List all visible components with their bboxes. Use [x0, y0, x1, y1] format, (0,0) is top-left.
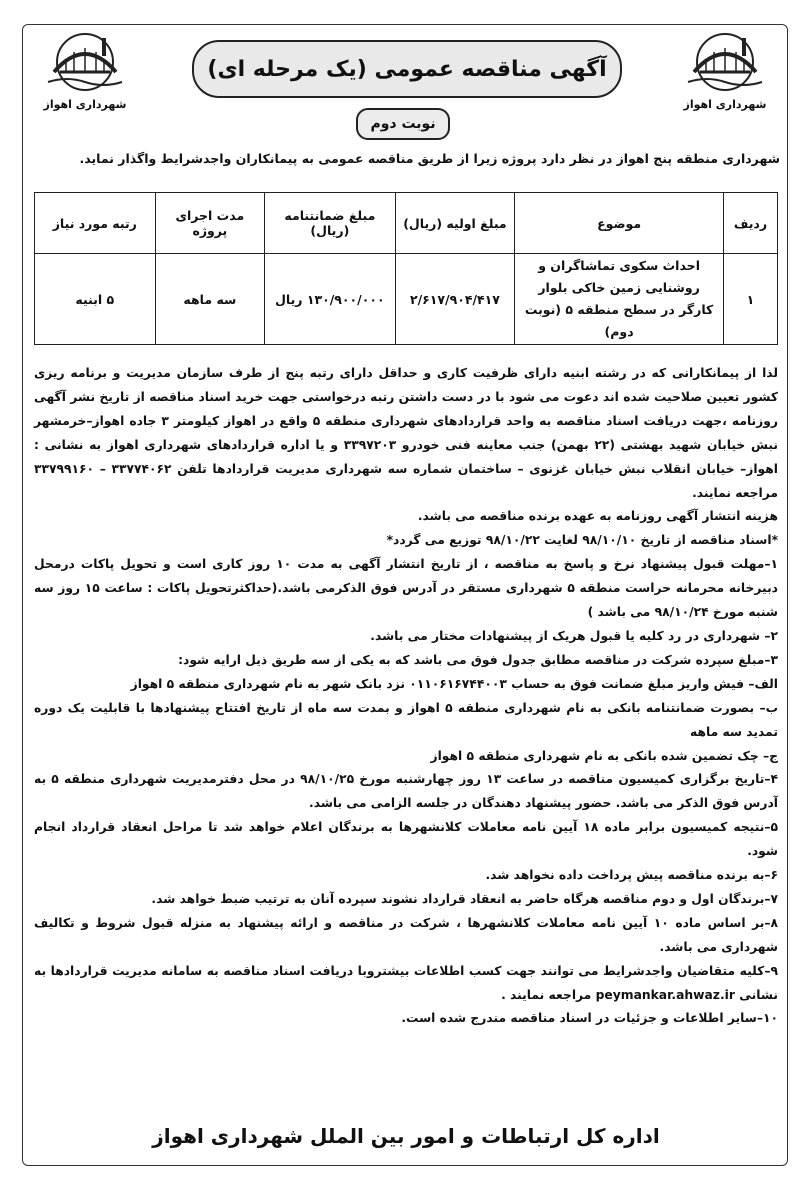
logo-right	[680, 32, 770, 116]
table-header-row	[35, 193, 778, 254]
header-cell: مبلغ اولیه (ریال)	[395, 193, 515, 254]
list-item: ۲– شهرداری در رد کلیه یا قبول هریک از پیشنهادات مختار می باشد.	[370, 628, 778, 643]
list-item: ۸–بر اساس ماده ۱۰ آیین نامه معاملات کلانشهرها ، شرکت در مناقصه و ارائه پیشنهاد به منزله قبول شروط و تکالیف شهرداری می باشد.	[34, 915, 779, 954]
list-item: ۶–به برنده مناقصه پیش پرداخت داده نخواهد شد.	[485, 868, 778, 883]
bridge-logo-icon	[42, 32, 128, 94]
list-item: ۱–مهلت قبول پیشنهاد نرخ و پاسخ به مناقصه ، از تاریخ انتشار آگهی به مدت ۱۰ روز کاری است و تحویل پاکات درمحل دبیرخانه محرمانه حراست منطقه ۵ شهرداری مستقر در آدرس فوق الذکرمی باشد.(حداکثرتحویل پاکات : ساعت ۱۵ روز سه شنبه مورخ ۹۸/۱۰/۲۴ می باشد )	[34, 557, 779, 620]
table-cell: احداث سکوی تماشاگران و روشنایی زمین خاکی بلوار کارگر در سطح منطقه ۵ (نوبت دوم)	[515, 254, 724, 345]
list-item: ۷–برندگان اول و دوم مناقصه هرگاه حاضر به انعقاد قرارداد نشوند سپرده آنان به ترتیب ضبط خواهد شد.	[151, 891, 778, 906]
bridge-logo-icon	[682, 32, 768, 94]
header-cell: رتبه مورد نیاز	[35, 193, 156, 254]
item9-tail: مراجعه نمایند .	[501, 987, 592, 1002]
list-item: الف– فیش واریز مبلغ ضمانت فوق به حساب ۰۱۱۰۶۱۶۷۴۴۰۰۳ نزد بانک شهر به نام شهرداری منطقه ۵ اهواز	[130, 676, 778, 691]
tender-table	[34, 192, 778, 345]
list-item: ۴–تاریخ برگزاری کمیسیون مناقصه در ساعت ۱۳ روز چهارشنبه مورخ ۹۸/۱۰/۲۵ در محل دفترمدیریت شهرداری منطقه ۵ به آدرس فوق الذکر می باشد. حضور پیشنهاد دهندگان در جلسه الزامی می باشد.	[34, 772, 778, 811]
footer-signature: اداره کل ارتباطات و امور بین الملل شهرداری اهواز	[152, 1124, 660, 1148]
table-cell: ۵ ابنیه	[35, 254, 156, 345]
table-cell: ۲/۶۱۷/۹۰۴/۴۱۷	[395, 254, 515, 345]
logo-left	[40, 32, 130, 116]
intro-text: شهرداری منطقه پنج اهواز در نظر دارد پروژه زیرا از طریق مناقصه عمومی به پیمانکاران واجدشرایط واگذار نماید.	[79, 151, 780, 166]
header-cell: مبلغ ضمانتنامه (ریال)	[265, 193, 396, 254]
header-cell: مدت اجرای پروژه	[155, 193, 265, 254]
paragraph-dates: *اسناد مناقصه از تاریخ ۹۸/۱۰/۱۰ لغایت ۹۸/۱۰/۲۲ توزیع می گردد*	[386, 533, 778, 548]
table-row	[35, 254, 778, 345]
item9-text: ۹–کلیه متقاضیان واجدشرایط می توانند جهت کسب اطلاعات بیشتروبا دریافت اسناد مناقصه به سامانه مدیریت قراردادها به نشانی	[34, 963, 778, 1002]
paragraph-main: لذا از پیمانکارانی که در رشته ابنیه دارای ظرفیت کاری و حداقل دارای رتبه پنج از طرف سازمان مدیریت و برنامه ریزی کشور تعیین صلاحیت شده اند دعوت می شود با در دست داشتن رتبه درخواستی جهت خرید اسناد مناقصه از تاریخ نشر آگهی روزنامه ،جهت دریافت اسناد مناقصه به واحد قراردادهای شهرداری منطقه ۵ واقع در اهواز کیلومتر ۳ جاده اهواز–خرمشهر نبش خیابان شهید بهشتی (۲۲ بهمن) جنب معاینه فنی خودرو ۳۳۹۷۲۰۳ و یا اداره قراردادهای شهرداری اهواز به نشانی : اهواز– خیابان انقلاب نبش خیابان غزنوی – ساختمان شماره سه شهرداری مدیریت قراردادها تلفن ۳۳۷۷۴۰۶۲ – ۳۳۷۹۹۱۶۰ مراجعه نمایند.	[34, 366, 778, 500]
table-cell: سه ماهه	[155, 254, 265, 345]
table-cell: ۱۳۰/۹۰۰/۰۰۰ ریال	[265, 254, 396, 345]
portal-link[interactable]: peymankar.ahwaz.ir	[595, 987, 735, 1002]
list-item: ب– بصورت ضمانتنامه بانکی به نام شهرداری منطقه ۵ اهواز و بمدت سه ماه از تاریخ افتتاح پیشنهادها با قابلیت یک دوره تمدید سه ماهه	[34, 700, 778, 739]
header-cell: ردیف	[723, 193, 777, 254]
list-item: ۱۰–سایر اطلاعات و جزئیات در اسناد مناقصه مندرج شده است.	[401, 1011, 778, 1026]
list-item: ج– چک تضمین شده بانکی به نام شهرداری منطقه ۵ اهواز	[430, 748, 778, 763]
list-item: ۵–نتیجه کمیسیون برابر ماده ۱۸ آیین نامه معاملات کلانشهرها به برندگان اعلام خواهد شد تا مراحل انعقاد قرارداد انجام شود.	[34, 820, 778, 859]
round-badge: نوبت دوم	[356, 108, 450, 140]
logo-caption: شهرداری اهواز	[683, 98, 767, 111]
notice-title: آگهی مناقصه عمومی (یک مرحله ای)	[192, 40, 622, 98]
list-item	[34, 960, 778, 1008]
table-cell: ۱	[723, 254, 777, 345]
notice-body	[34, 362, 778, 1031]
header-cell: موضوع	[515, 193, 724, 254]
paragraph-fee: هزینه انتشار آگهی روزنامه به عهده برنده مناقصه می باشد.	[417, 509, 778, 524]
list-item: ۳–مبلغ سپرده شرکت در مناقصه مطابق جدول فوق می باشد که به یکی از سه طریق ذیل ارایه شود:	[178, 652, 778, 667]
logo-caption: شهرداری اهواز	[43, 98, 127, 111]
